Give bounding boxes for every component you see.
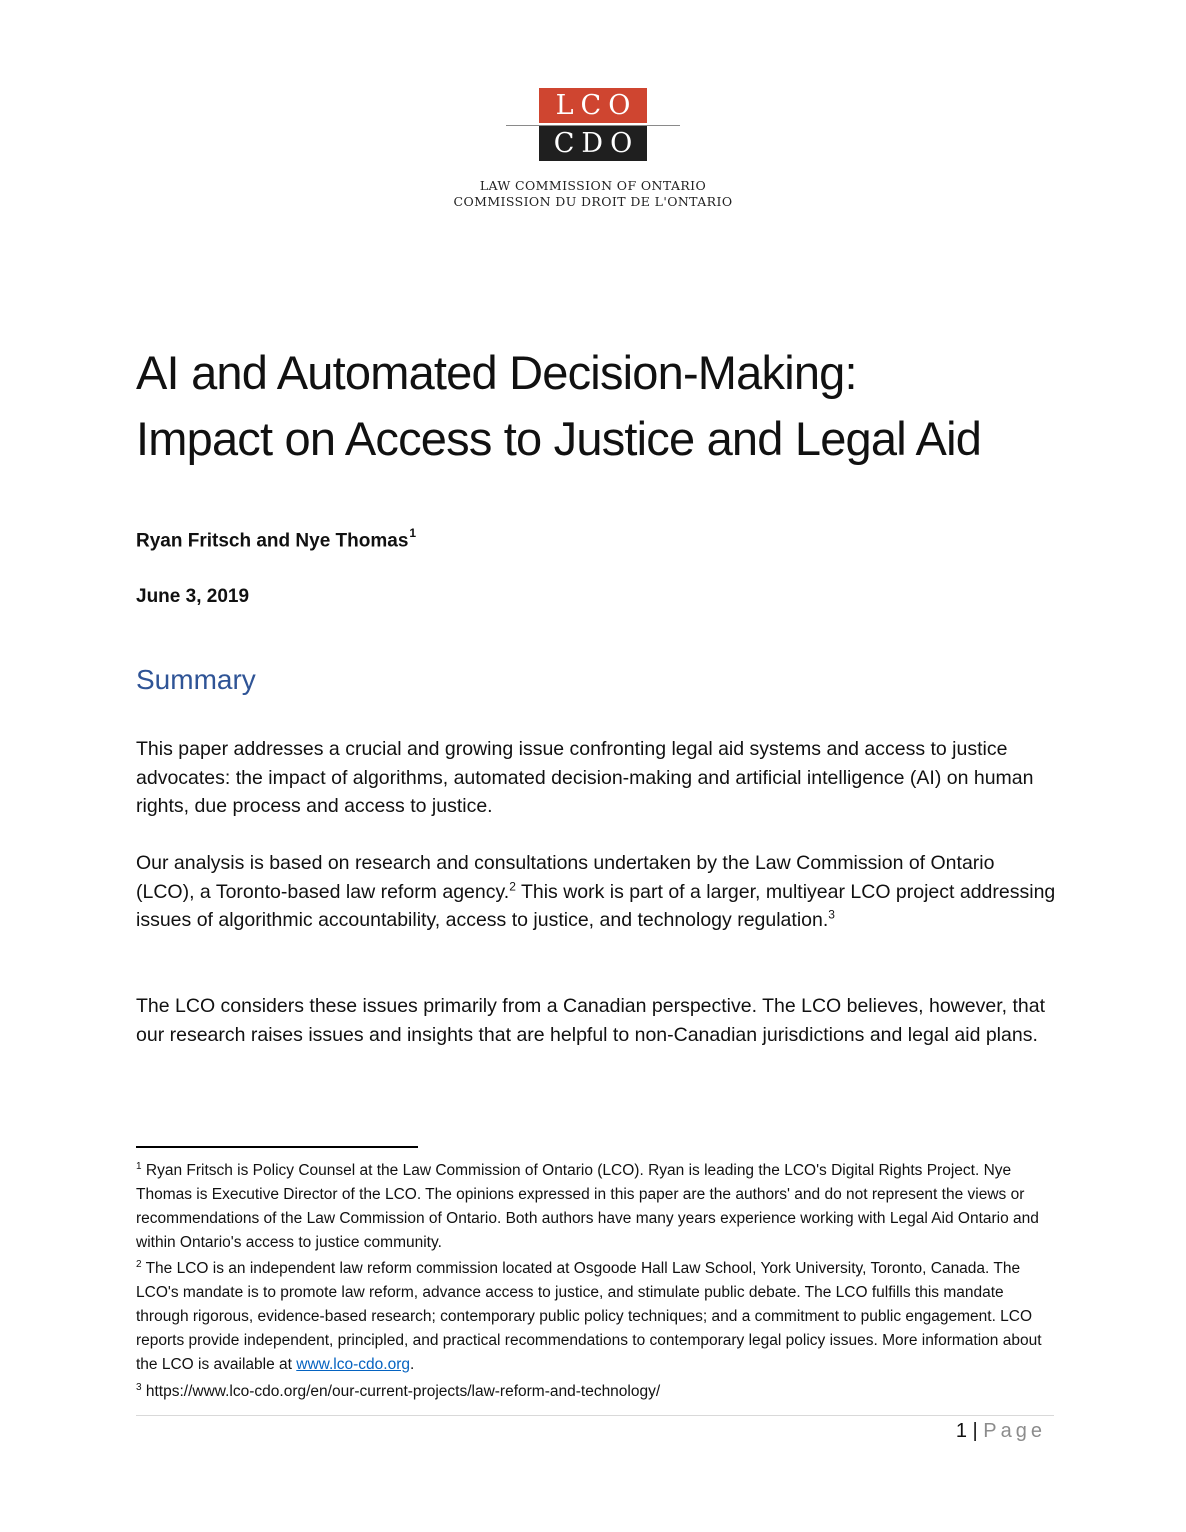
document-title [136,340,1096,472]
footnote-separator [136,1146,418,1148]
title-line-1: AI and Automated Decision-Making: [136,346,857,399]
page-footer [956,1420,1046,1443]
paragraph-3: The LCO considers these issues primarily from a Canadian perspective. The LCO believes, however, that our research raises issues and insights that are helpful to non-Canadian jurisdictions and legal aid plans. [136,995,1045,1046]
document-date: June 3, 2019 [136,586,250,607]
authors [136,528,416,552]
footnote-ref-2: 2 [509,879,516,894]
logo-cdo-block: CDO [539,126,647,161]
summary-heading: Summary [136,664,256,695]
footnote-ref-1: 1 [409,526,417,540]
paragraph-1: This paper addresses a crucial and growing issue confronting legal aid systems and access to justice advocates: the impact of algorithms, automated decision-making and artificial intelligence (AI) on human rights, due process and access to justice. [136,738,1034,818]
title-line-2: Impact on Access to Justice and Legal Aid [136,412,982,465]
footnote-ref-3: 3 [828,907,835,922]
footnote-3: $^3$ https://www.lco-cdo.org/en/our-current-projects/law-reform-and-technology/ [136,1381,661,1400]
org-name-fr: COMMISSION DU DROIT DE L'ONTARIO [453,194,733,209]
footer-rule [136,1415,1054,1416]
page-separator: | [972,1420,978,1442]
page-number: 1 [955,1420,967,1442]
footnote-1: $^1$ Ryan Fritsch is Policy Counsel at the Law Commission of Ontario (LCO). Ryan is leading the LCO's Digital Rights Project. Nye Thomas is Executive Director of the LCO. The opinions expressed in this paper are the authors' and do not represent the views or recommendations of the Law Commission of Ontario. Both authors have many years experience working with Legal Aid Ontario and within Ontario's access to justice community. [136,1160,1039,1251]
lco-logo [506,88,680,162]
page-label: Page [983,1420,1046,1442]
logo-lco-block: LCO [539,88,647,123]
footnote-2: $^2$ The LCO is an independent law reform commission located at Osgoode Hall Law School, York University, Toronto, Canada. The LCO's mandate is to promote law reform, advance access to justice, and stimulate public debate. The LCO fulfills this mandate through rigorous, evidence-based research; contemporary public policy techniques; and a commitment to public engagement. LCO reports provide independent, principled, and practical recommendations to contemporary legal policy issues. More information about the LCO is available at www.lco-cdo.org. [136,1258,1042,1373]
org-name-en: LAW COMMISSION OF ONTARIO [479,178,707,193]
authors-text: Ryan Fritsch and Nye Thomas [136,530,409,552]
paragraph-2: Our analysis is based on research and consultations undertaken by the Law Commission of Ontario (LCO), a Toronto-based law reform agency.$^2$ This work is part of a larger, multiyear LCO project addressing issues of algorithmic accountability, access to justice, and technology regulation.$^3$ [136,852,1056,932]
lco-website-link[interactable]: www.lco-cdo.org [296,1356,410,1373]
